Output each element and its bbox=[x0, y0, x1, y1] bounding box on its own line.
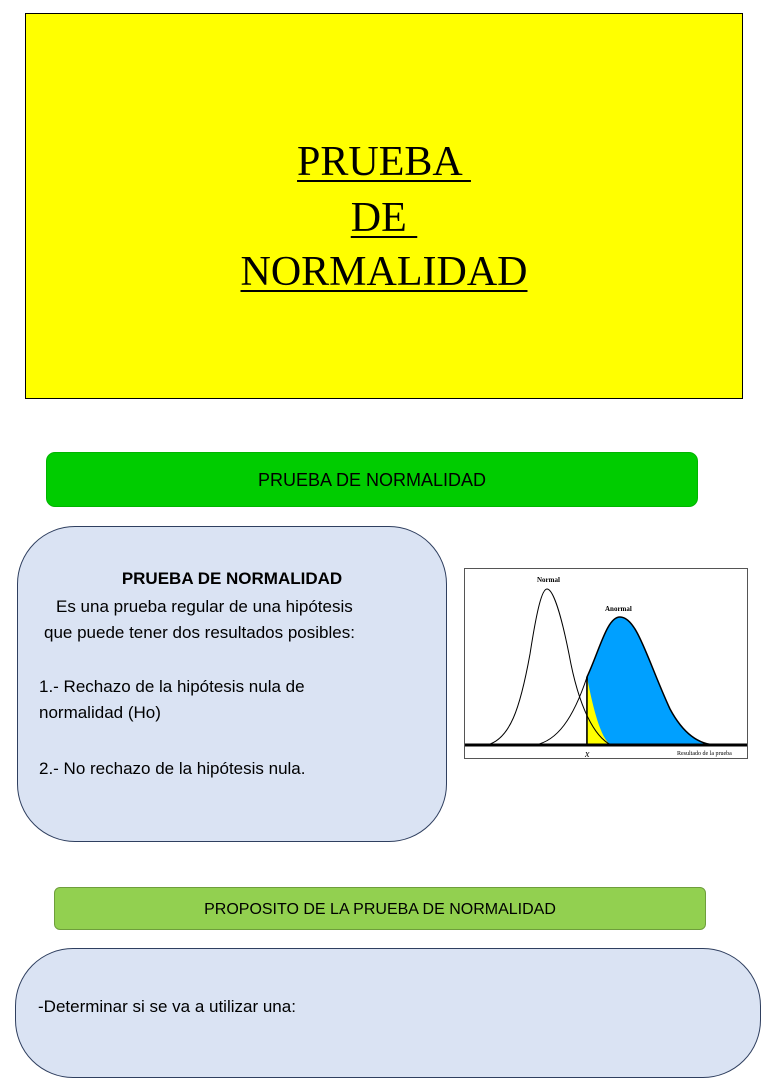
section1-banner: PRUEBA DE NORMALIDAD bbox=[46, 452, 698, 507]
abnormal-left-tail bbox=[535, 677, 587, 745]
definition-heading: PRUEBA DE NORMALIDAD bbox=[121, 569, 343, 588]
distribution-svg bbox=[465, 569, 747, 758]
title-line-2: DE bbox=[350, 195, 418, 241]
item2: 2.- No rechazo de la hipótesis nula. bbox=[39, 759, 306, 778]
abnormal-label: Anormal bbox=[605, 605, 632, 613]
definition-box bbox=[17, 526, 447, 842]
title-slide bbox=[25, 13, 743, 399]
abnormal-tail-fill bbox=[587, 617, 717, 745]
intro-line-1: Es una prueba regular de una hipótesis bbox=[56, 597, 353, 616]
title-line-1: PRUEBA bbox=[297, 139, 471, 185]
axis-label: Resultado de la prueba bbox=[677, 751, 732, 757]
title-line-3: NORMALIDAD bbox=[240, 249, 528, 295]
normal-label: Normal bbox=[537, 576, 560, 584]
purpose-box bbox=[15, 948, 761, 1078]
purpose-line-1: -Determinar si se va a utilizar una: bbox=[38, 997, 296, 1016]
section2-banner: PROPOSITO DE LA PRUEBA DE NORMALIDAD bbox=[54, 887, 706, 930]
intro-line-2: que puede tener dos resultados posibles: bbox=[44, 623, 355, 642]
item1-line-1: 1.- Rechazo de la hipótesis nula de bbox=[39, 677, 305, 696]
x-marker-label: x bbox=[585, 749, 590, 758]
item1-line-2: normalidad (Ho) bbox=[39, 703, 161, 722]
normal-distribution-figure bbox=[464, 568, 748, 759]
